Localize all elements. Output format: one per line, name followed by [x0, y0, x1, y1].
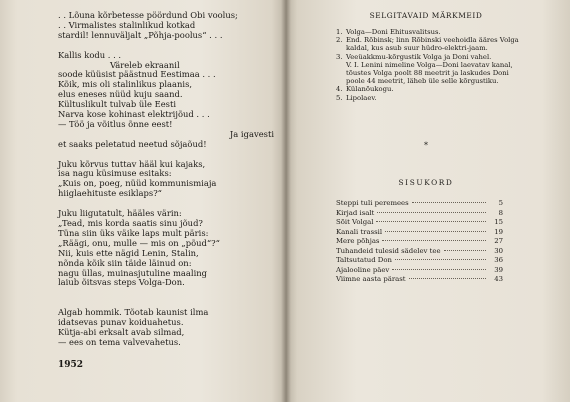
poem-line: idatsevas punav koiduahetus.	[58, 317, 184, 328]
toc-page-number: 15	[494, 218, 503, 226]
toc-leader-dots	[395, 259, 486, 260]
toc-title: Ajalooline päev	[336, 265, 390, 274]
toc-entry	[336, 209, 503, 219]
book-gutter	[281, 0, 291, 402]
poem-line: elus eneses nüüd kuju saand.	[58, 89, 183, 100]
toc-page-number: 36	[494, 256, 503, 264]
toc-entry	[336, 218, 503, 228]
toc-title: Mere põhjas	[336, 237, 380, 245]
toc-leader-dots	[377, 212, 486, 213]
poem-text	[58, 11, 278, 348]
poem-line: laiub õitsvas steps Volga-Don.	[58, 277, 185, 288]
toc-leader-dots	[376, 221, 486, 222]
toc-page-number: 19	[494, 227, 503, 236]
note-item	[336, 53, 521, 61]
page-number: 1952	[58, 360, 84, 370]
poem-line: soode küüsist päästnud Eestimaa . . .	[58, 69, 216, 80]
note-text: Volga—Doni Ehitusvalitsus.	[346, 28, 441, 36]
toc-title: Kanali trassil	[336, 227, 383, 236]
section-separator: *	[424, 141, 428, 150]
toc-leader-dots	[409, 278, 486, 279]
note-item	[336, 61, 521, 86]
toc-title: Steppi tuli peremees	[336, 199, 409, 207]
toc-leader-dots	[385, 231, 486, 232]
poem-line: Narva kose kohinast elektrijõud . . .	[58, 109, 210, 120]
poem-line: Kütja-abi erksalt avab silmad,	[58, 326, 185, 337]
poem-line: „Tead, mis korda saatis sinu jõud?	[58, 217, 203, 228]
note-text: V. I. Lenini nimeline Volga—Doni laevatav kanal, tõustes Volga poolt 88 meetrit ja laskudes Doni poole 44 meetrit, läheb üle selle kõrgustiku.	[346, 60, 513, 86]
poem-line: Nii, kuis ette nägid Lenin, Stalin,	[58, 247, 199, 258]
toc-entry	[336, 247, 503, 257]
note-number: 1.	[336, 28, 343, 36]
toc-leader-dots	[392, 269, 486, 270]
note-number	[336, 61, 346, 86]
toc-leader-dots	[412, 202, 486, 203]
toc-title: Tuhandeid tulesid sädelev tee	[336, 246, 441, 255]
toc-leader-dots	[382, 240, 486, 241]
note-text: Veeüakkmu-kõrgustik Volga ja Doni vahel.	[346, 52, 492, 61]
poem-line: Väreleb ekraanil	[110, 59, 180, 70]
poem-line: Algab hommik. Tõotab kaunist ilma	[58, 307, 209, 318]
toc-entry	[336, 228, 503, 238]
toc-page-number: 39	[494, 265, 503, 274]
toc-page-number: 8	[498, 208, 503, 217]
toc-entry	[336, 256, 503, 266]
stanza-break	[58, 288, 278, 298]
toc-page-number: 43	[494, 275, 503, 283]
toc-entry	[336, 266, 503, 276]
note-number: 2.	[336, 36, 343, 45]
toc-page-number: 5	[498, 199, 503, 207]
poem-line: stardil! lennuväljalt „Põhja-poolus“ . . .	[58, 29, 223, 40]
toc-entry	[336, 275, 503, 285]
poem-line: . . Lõuna kõrbetesse pöördund Obi voolus;	[58, 10, 238, 20]
notes-heading: SELGITAVAID MÄRKMEID	[369, 11, 483, 20]
toc-page-number: 27	[494, 237, 503, 245]
note-item	[336, 85, 521, 93]
poem-line: et saaks peletatud neetud sõjaõud!	[58, 138, 207, 149]
poem-line: — Töö ja võitlus õnne eest!	[58, 118, 173, 129]
poem-line: Kallis kodu . . .	[58, 49, 122, 60]
note-item	[336, 36, 521, 52]
toc-page-number: 30	[494, 246, 503, 255]
poem-line: „Kuis on, poeg, nüüd kommunismiaja	[58, 178, 217, 189]
toc-heading: SISUKORD	[398, 178, 454, 187]
toc-title: Taltsutatud Don	[336, 256, 392, 264]
poem-line: — ees on tema valvevahetus.	[58, 336, 181, 347]
toc-entry	[336, 199, 503, 209]
note-text: Lipolaev.	[346, 93, 377, 102]
note-number: 5.	[336, 93, 343, 102]
poem-line: hiiglaehituste esiklaps?“	[58, 188, 162, 199]
poem-line: . . Virmalistes stalinlikud kotkad	[58, 19, 196, 30]
toc-leader-dots	[444, 250, 486, 251]
toc-title: Kirjad isalt	[336, 208, 375, 217]
note-item	[336, 28, 521, 36]
poem-line: Ja igavesti	[229, 128, 274, 139]
note-text: Külanõukogu.	[346, 85, 394, 94]
note-text: End. Rõbinsk; linn Rõbinski veehoidla ääres Volga kaldal, kus asub suur hüdro-elektri-jaam.	[346, 36, 519, 53]
notes-list	[336, 28, 521, 102]
toc-entry	[336, 237, 503, 247]
poem-line: Juku kõrvus tuttav hääl kui kajaks,	[58, 158, 206, 169]
poem-line: „Räägi, onu, mulle — mis on „põud“?“	[58, 237, 220, 248]
poem-line: isa nagu küsimuse esitaks:	[58, 168, 172, 179]
poem-line: nõnda kõik siin täide läinud on:	[58, 257, 192, 268]
poem-line: Juku liigutatult, hääles värin:	[58, 208, 182, 219]
note-number: 4.	[336, 85, 343, 94]
toc-title: Sõit Volgal	[336, 218, 374, 226]
toc-title: Viimne aasta pärast	[336, 275, 406, 283]
poem-line: Tüna siin üks väike laps mult päris:	[58, 227, 209, 238]
poem-line: Kõik, mis oli stalinlikus plaanis,	[58, 79, 193, 90]
poem-line: Kültuslikult tulvab üle Eesti	[58, 99, 177, 110]
table-of-contents	[336, 199, 503, 285]
note-number: 3.	[336, 52, 343, 61]
note-item	[336, 94, 521, 102]
poem-line: nagu üllas, muinasjutuline maaling	[58, 267, 208, 278]
